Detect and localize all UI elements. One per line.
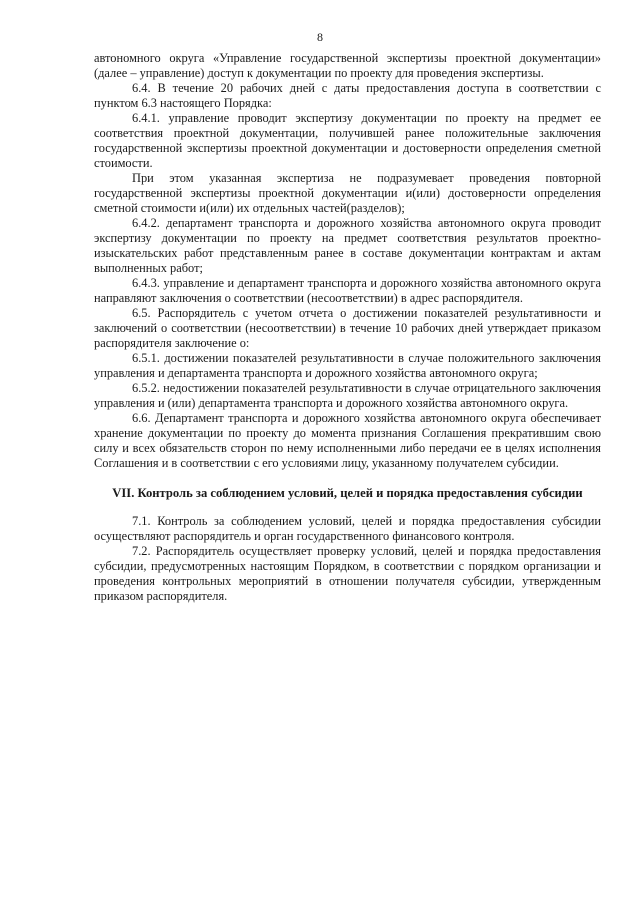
paragraph: 6.4.1. управление проводит экспертизу документации по проекту на предмет ее соответствия проектной документации, получившей ранее положительные заключения государственной экспертизы проектной документации и достоверности определения сметной стоимости. (94, 111, 601, 170)
paragraph: 6.4. В течение 20 рабочих дней с даты предоставления доступа в соответствии с пунктом 6.3 настоящего Порядка: (94, 81, 601, 110)
paragraph: 6.4.3. управление и департамент транспорта и дорожного хозяйства автономного округа направляют заключения о соответствии (несоответствии) в адрес распорядителя. (94, 276, 601, 305)
paragraph: При этом указанная экспертиза не подразумевает проведения повторной государственной экспертизы проектной документации и(или) достоверности определения сметной стоимости и(или) их отдельных частей(разделов); (94, 171, 601, 215)
paragraph: 6.5.1. достижении показателей результативности в случае положительного заключения управления и департамента транспорта и дорожного хозяйства автономного округа; (94, 351, 601, 380)
paragraph: 6.5.2. недостижении показателей результативности в случае отрицательного заключения управления и (или) департамента транспорта и дорожного хозяйства автономного округа. (94, 381, 601, 410)
paragraph: автономного округа «Управление государственной экспертизы проектной документации» (далее – управление) доступ к документации по проекту для проведения экспертизы. (94, 51, 601, 80)
paragraph: 7.2. Распорядитель осуществляет проверку условий, целей и порядка предоставления субсидии, предусмотренных настоящим Порядком, в соответствии с порядком организации и проведения контрольных мероприятий в отношении получателя субсидии, утвержденным приказом распорядителя. (94, 544, 601, 603)
paragraph: 6.5. Распорядитель с учетом отчета о достижении показателей результативности и заключений о соответствии (несоответствии) в течение 10 рабочих дней утверждает приказом распорядителя заключение о: (94, 306, 601, 350)
document-body (94, 51, 601, 604)
page-number: 8 (317, 30, 323, 44)
section-heading: VII. Контроль за соблюдением условий, целей и порядка предоставления субсидии (112, 486, 583, 500)
paragraph: 6.6. Департамент транспорта и дорожного хозяйства автономного округа обеспечивает хранение документации по проекту до момента признания Соглашения прекратившим свою силу и всех обязательств сторон по нему исполненными либо передачи ее в целях исполнения Соглашения и в соответствии с его условиями лицу, указанному получателем субсидии. (94, 411, 601, 470)
paragraph: 7.1. Контроль за соблюдением условий, целей и порядка предоставления субсидии осуществляют распорядитель и орган государственного финансового контроля. (94, 514, 601, 543)
paragraph: 6.4.2. департамент транспорта и дорожного хозяйства автономного округа проводит экспертизу документации по проекту на предмет соответствия результатов проектно-изыскательских работ представленным ранее в составе документации контрактам и актам выполненных работ; (94, 216, 601, 275)
